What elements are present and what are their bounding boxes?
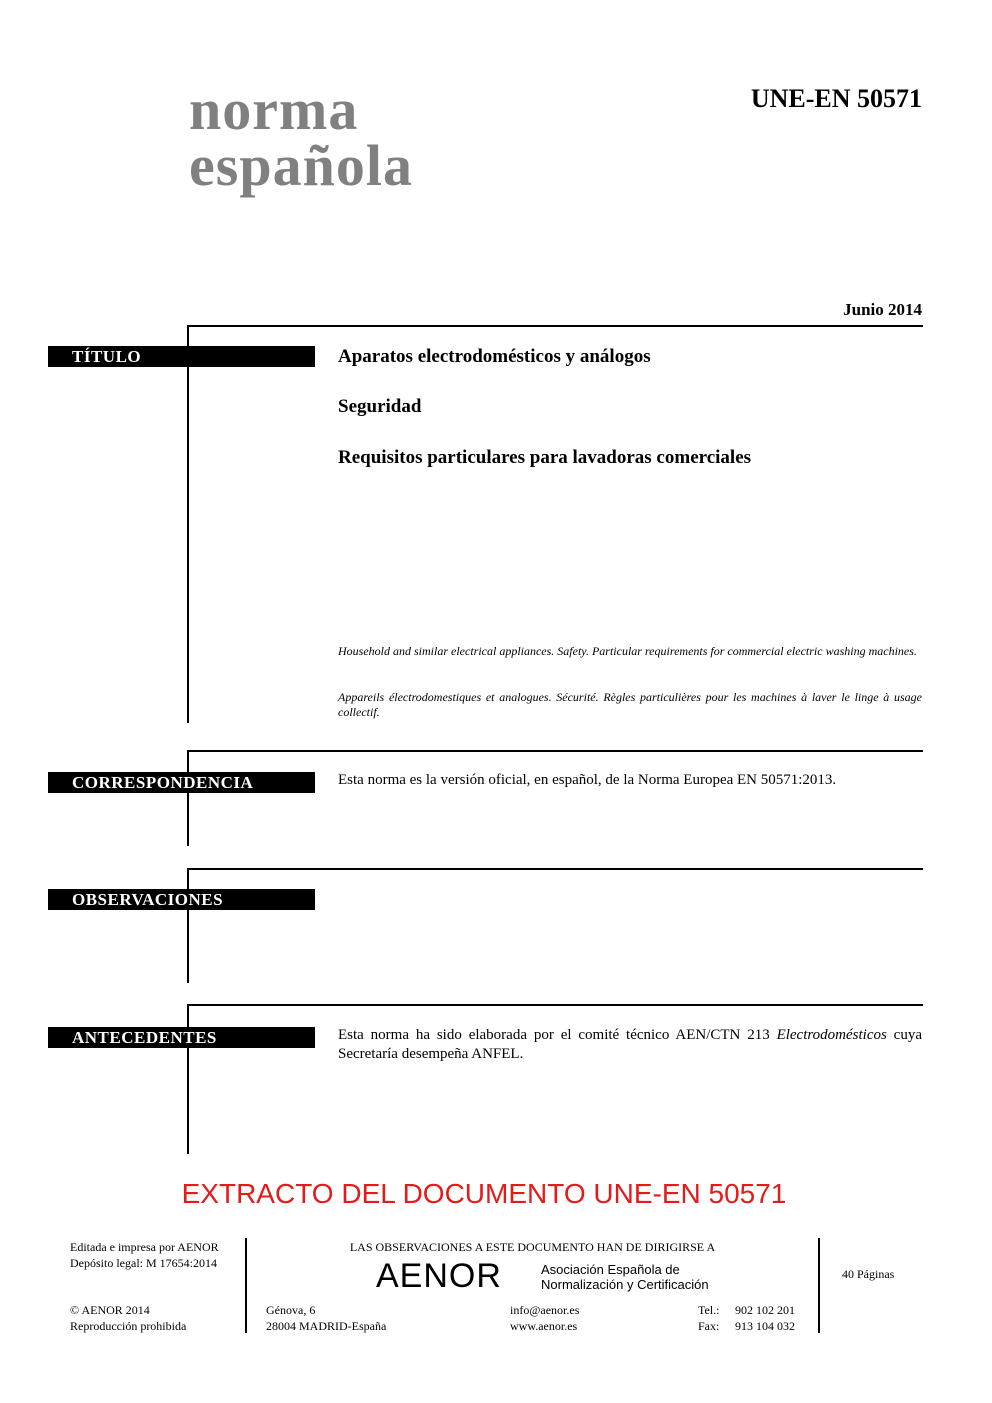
brand-line-2: española <box>189 133 413 198</box>
tel-number: 902 102 201 <box>735 1303 795 1317</box>
brand-line-1: norma <box>189 77 359 142</box>
section-vertical-rule <box>187 750 189 846</box>
org-line-2: Normalización y Certificación <box>541 1277 709 1292</box>
footer-phone-labels <box>698 1302 720 1334</box>
footer-edited: Editada e impresa por AENOR <box>70 1240 219 1254</box>
page-count: 40 Páginas <box>842 1267 895 1281</box>
label-correspondencia: CORRESPONDENCIA <box>48 772 315 793</box>
antecedentes-text <box>338 1026 922 1064</box>
standard-code: UNE-EN 50571 <box>750 84 922 113</box>
label-observaciones: OBSERVACIONES <box>48 889 315 910</box>
section-vertical-rule <box>187 868 189 983</box>
title-english: Household and similar electrical appliances. Safety. Particular requirements for commercial electric washing machines. <box>338 644 917 658</box>
footer-copyright: © AENOR 2014 <box>70 1303 150 1317</box>
antecedentes-text-after: cuya Secretaría desempeña ANFEL. <box>338 1027 922 1062</box>
section-divider <box>187 868 923 870</box>
footer-divider <box>818 1238 820 1333</box>
section-divider <box>187 1004 923 1006</box>
footer-email[interactable]: info@aenor.es <box>510 1303 580 1317</box>
correspondencia-text: Esta norma es la versión oficial, en español, de la Norma Europea EN 50571:2013. <box>338 772 837 788</box>
footer-reproduction: Reproducción prohibida <box>70 1319 187 1333</box>
address-line-1: Génova, 6 <box>266 1303 316 1317</box>
fax-label: Fax: <box>698 1319 720 1333</box>
footer-address <box>266 1302 386 1334</box>
footer-deposit: Depósito legal: M 17654:2014 <box>70 1256 217 1270</box>
footer-observations-notice: LAS OBSERVACIONES A ESTE DOCUMENTO HAN DE DIRIGIRSE A <box>349 1240 716 1254</box>
footer-edition <box>70 1239 219 1271</box>
footer-web[interactable]: www.aenor.es <box>510 1319 578 1333</box>
org-line-1: Asociación Española de <box>541 1262 680 1277</box>
footer-copyright-block <box>70 1302 186 1334</box>
section-divider <box>187 325 923 327</box>
label-antecedentes: ANTECEDENTES <box>48 1027 315 1048</box>
tel-label: Tel.: <box>698 1303 720 1317</box>
footer-contact <box>510 1302 579 1334</box>
publication-date: Junio 2014 <box>843 300 922 319</box>
title-line-2: Seguridad <box>338 396 422 417</box>
section-vertical-rule <box>187 325 189 723</box>
antecedentes-text-before: Esta norma ha sido elaborada por el comité técnico AEN/CTN 213 <box>338 1027 777 1043</box>
title-line-3: Requisitos particulares para lavadoras comerciales <box>338 447 752 468</box>
aenor-logo: AENOR <box>376 1257 502 1295</box>
address-line-2: 28004 MADRID-España <box>266 1319 387 1333</box>
brand-title <box>189 77 413 198</box>
label-titulo: TÍTULO <box>48 346 315 367</box>
fax-number: 913 104 032 <box>735 1319 795 1333</box>
footer-phone-values <box>735 1302 795 1334</box>
antecedentes-committee: Electrodomésticos <box>776 1027 887 1043</box>
extract-notice: EXTRACTO DEL DOCUMENTO UNE-EN 50571 <box>181 1178 787 1209</box>
section-divider <box>187 750 923 752</box>
title-line-1: Aparatos electrodomésticos y análogos <box>338 346 651 367</box>
title-french: Appareils électrodomestiques et analogues. Sécurité. Règles particulières pour les machines à laver le linge à usage collectif. <box>338 690 922 719</box>
aenor-org-name <box>541 1262 709 1292</box>
